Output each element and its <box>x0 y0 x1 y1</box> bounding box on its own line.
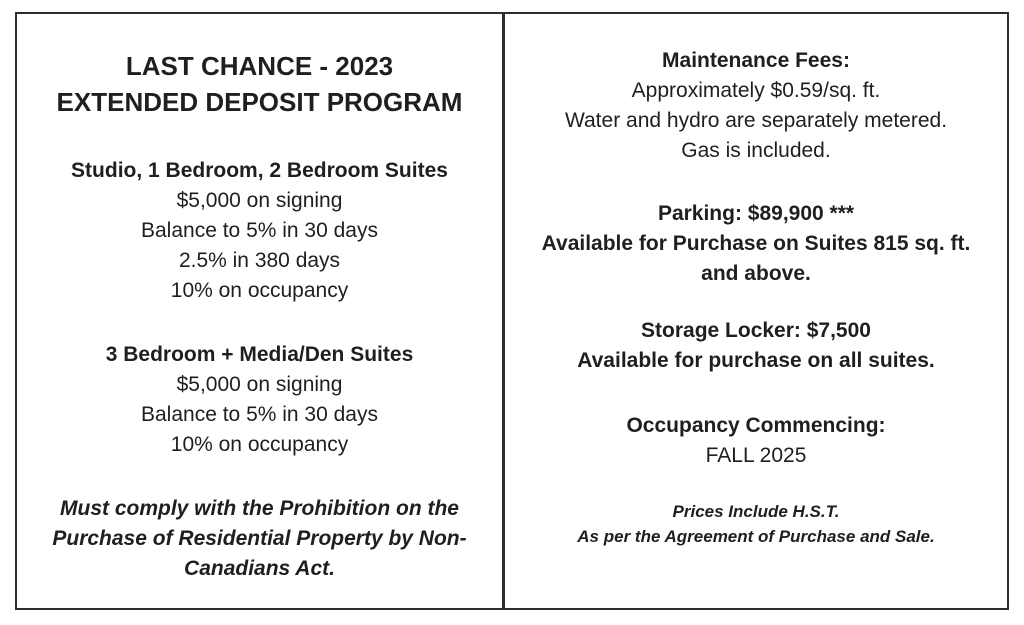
maintenance-fees-line: Gas is included. <box>681 139 831 162</box>
maintenance-fees-line: Water and hydro are separately metered. <box>564 109 948 132</box>
parking-availability-line: and above. <box>701 262 811 285</box>
occupancy-section <box>517 411 995 471</box>
deposit-line: $5,000 on signing <box>176 373 343 396</box>
notice-line: Canadians Act. <box>184 557 335 580</box>
fine-print-line: As per the Agreement of Purchase and Sale. <box>577 527 935 546</box>
storage-locker-heading: Storage Locker: $7,500 <box>641 319 871 342</box>
fine-print-section <box>517 499 995 549</box>
program-title <box>31 48 488 120</box>
maintenance-fees-line: Approximately $0.59/sq. ft. <box>631 79 881 102</box>
deposit-line: 10% on occupancy <box>170 279 349 302</box>
deposit-group-studio-1br-2br <box>31 156 488 306</box>
deposit-line: Balance to 5% in 30 days <box>141 403 378 426</box>
occupancy-heading: Occupancy Commencing: <box>626 414 886 437</box>
storage-availability-line: Available for purchase on all suites. <box>577 349 935 372</box>
parking-section <box>517 199 995 289</box>
non-canadians-act-notice <box>31 494 488 584</box>
deposit-line: Balance to 5% in 30 days <box>141 219 378 242</box>
deposit-line: 2.5% in 380 days <box>178 249 341 272</box>
deposit-line: 10% on occupancy <box>170 433 349 456</box>
occupancy-date: FALL 2025 <box>705 444 807 467</box>
flyer-border-box <box>15 12 1009 610</box>
program-title-line2: EXTENDED DEPOSIT PROGRAM <box>56 87 463 117</box>
suite-type-heading: 3 Bedroom + Media/Den Suites <box>105 343 414 366</box>
storage-locker-section <box>517 316 995 376</box>
maintenance-fees-heading: Maintenance Fees: <box>662 49 850 72</box>
notice-line: Must comply with the Prohibition on the <box>60 497 459 520</box>
deposit-group-3br-media-den <box>31 340 488 460</box>
fees-details-panel <box>505 14 1007 608</box>
suite-type-heading: Studio, 1 Bedroom, 2 Bedroom Suites <box>71 159 448 182</box>
deposit-line: $5,000 on signing <box>176 189 343 212</box>
deposit-program-panel <box>17 14 502 608</box>
fine-print-line: Prices Include H.S.T. <box>672 502 840 521</box>
notice-line: Purchase of Residential Property by Non- <box>52 527 467 550</box>
parking-heading: Parking: $89,900 *** <box>657 202 855 225</box>
maintenance-fees-section <box>517 46 995 166</box>
parking-availability-line: Available for Purchase on Suites 815 sq. ft. <box>541 232 971 255</box>
program-title-line1: LAST CHANCE - 2023 <box>125 51 394 81</box>
